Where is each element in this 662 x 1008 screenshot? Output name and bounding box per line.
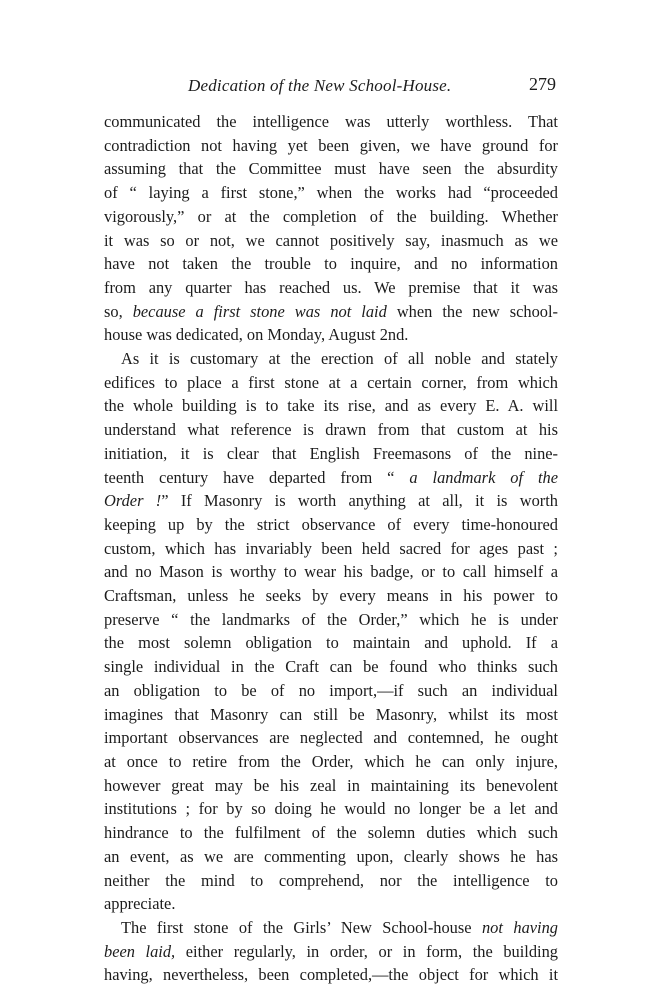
text-line: and no Mason is worthy to wear his badge, or to call himself a bbox=[104, 562, 558, 582]
text-line: contradiction not having yet been given, we have ground for bbox=[104, 135, 558, 155]
text-line: assuming that the Committee must have seen the absurdity bbox=[104, 159, 558, 179]
paragraph-1 bbox=[104, 110, 558, 347]
text-line: single individual in the Craft can be found who thinks such bbox=[104, 657, 558, 677]
page-number: 279 bbox=[529, 74, 556, 94]
italic-run: been laid, bbox=[104, 941, 176, 961]
text-line: appreciate. bbox=[104, 894, 176, 914]
running-head bbox=[104, 76, 558, 110]
text-line: keeping up by the strict observance of every time-honoured bbox=[104, 514, 558, 534]
text-line: it was so or not, we cannot positively say, inasmuch as we bbox=[104, 230, 558, 250]
text-line bbox=[104, 489, 558, 513]
text-line: initiation, it is clear that English Freemasons of the nine- bbox=[104, 443, 558, 463]
text-line: important observances are neglected and contemned, he ought bbox=[104, 728, 558, 748]
text-line: the most solemn obligation to maintain and uphold. If a bbox=[104, 633, 558, 653]
text-line: at once to retire from the Order, which he can only injure, bbox=[104, 751, 558, 771]
text-line: custom, which has invariably been held sacred for ages past ; bbox=[104, 538, 558, 558]
paragraph-3 bbox=[104, 916, 558, 987]
body-text bbox=[104, 110, 558, 987]
text-run: ” If Masonry is worth anything at all, it is worth bbox=[161, 491, 558, 511]
text-line: of “ laying a first stone,” when the works had “proceeded bbox=[104, 183, 558, 203]
text-run: teenth century have departed from “ bbox=[104, 467, 410, 487]
italic-run: Order ! bbox=[104, 491, 162, 511]
text-line: neither the mind to comprehend, nor the intelligence to bbox=[104, 870, 558, 890]
text-line: preserve “ the landmarks of the Order,” which he is under bbox=[104, 609, 558, 629]
italic-run: a landmark of the bbox=[409, 467, 559, 487]
text-line: As it is customary at the erection of all noble and stately bbox=[121, 349, 558, 369]
running-title: Dedication of the New School-House. bbox=[188, 76, 452, 95]
text-line: institutions ; for by so doing he would no longer be a let and bbox=[104, 799, 558, 819]
italic-run: not having bbox=[481, 917, 558, 937]
paragraph-2 bbox=[104, 347, 558, 916]
text-line bbox=[104, 466, 558, 490]
text-line: Craftsman, unless he seeks by every means in his power to bbox=[104, 586, 558, 606]
text-line bbox=[104, 916, 558, 940]
text-line: hindrance to the fulfilment of the solemn duties which such bbox=[104, 823, 558, 843]
text-line: an obligation to be of no import,—if such an individual bbox=[104, 680, 558, 700]
text-line bbox=[104, 300, 558, 324]
text-line: have not taken the trouble to inquire, and no information bbox=[104, 254, 558, 274]
text-line: house was dedicated, on Monday, August 2nd. bbox=[104, 325, 409, 345]
text-line: however great may be his zeal in maintaining its benevolent bbox=[104, 775, 558, 795]
text-line: from any quarter has reached us. We premise that it was bbox=[104, 277, 558, 297]
text-run: The first stone of the Girls’ New School-house bbox=[121, 917, 482, 937]
italic-run: because a first stone was not laid bbox=[132, 301, 387, 321]
text-line: edifices to place a first stone at a certain corner, from which bbox=[104, 372, 558, 392]
text-run: when the new school- bbox=[386, 301, 558, 321]
text-line: having, nevertheless, been completed,—the object for which it bbox=[104, 965, 558, 985]
text-line: an event, as we are commenting upon, clearly shows he has bbox=[104, 846, 558, 866]
text-line bbox=[104, 940, 558, 964]
text-line: the whole building is to take its rise, and as every E. A. will bbox=[104, 396, 558, 416]
text-line: imagines that Masonry can still be Masonry, whilst its most bbox=[104, 704, 558, 724]
text-run: so, bbox=[104, 301, 133, 321]
text-line: vigorously,” or at the completion of the building. Whether bbox=[104, 206, 558, 226]
text-line: communicated the intelligence was utterly worthless. That bbox=[104, 112, 558, 131]
text-line: understand what reference is drawn from that custom at his bbox=[104, 420, 558, 440]
book-page bbox=[104, 76, 558, 987]
text-run: either regularly, in order, or in form, the building bbox=[175, 941, 558, 961]
